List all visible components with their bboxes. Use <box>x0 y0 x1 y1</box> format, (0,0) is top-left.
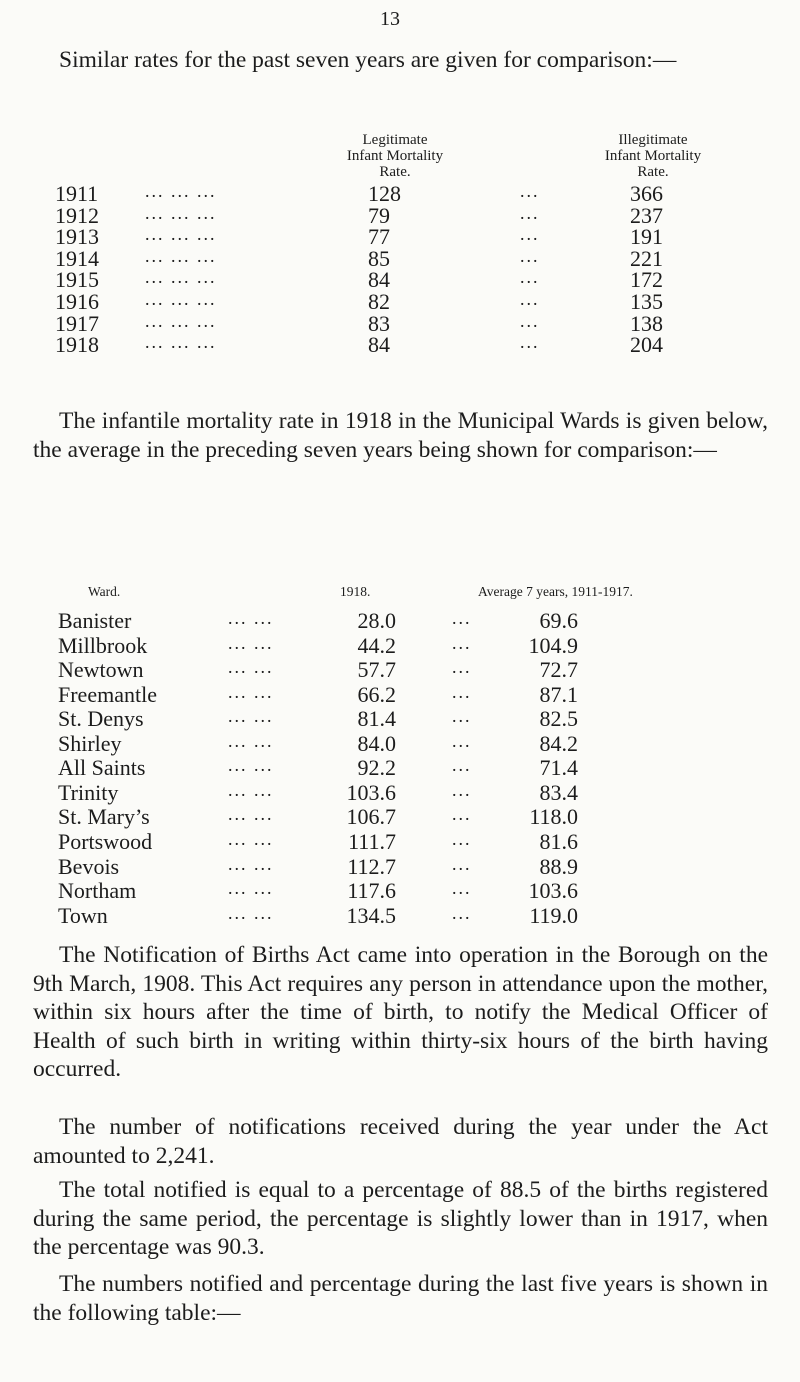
row-leader-dots: ... ... <box>228 902 274 923</box>
legitimate-rate-cell: 82 <box>368 289 390 314</box>
year-cell: 1915 <box>55 267 99 293</box>
row-leader-dots: ... <box>452 828 472 849</box>
year-header: 1918. <box>340 584 371 599</box>
row-leader-dots: ... ... ... <box>145 332 217 353</box>
average-rate-cell: 103.6 <box>528 878 578 904</box>
total-percentage-paragraph: The total notified is equal to a percentage of 88.5 of the births registered during the same period, the percentage is slightly lower than in 1917, when the percentage was 90.3. <box>33 1177 768 1260</box>
average-rate-cell: 88.9 <box>539 853 578 879</box>
ward-name-cell: Shirley <box>58 730 122 756</box>
row-leader-dots: ... ... <box>228 828 274 849</box>
notification-paragraph: The Notification of Births Act came into operation in the Borough on the 9th March, 1908. This Act requires any person in attendance upon the mother, within six hours after the time of birth, to notify the Medical Officer of Health of such birth in writing within thirty-six hours of the birth having occurred. <box>33 942 768 1082</box>
average-rate-cell: 82.5 <box>539 706 578 732</box>
rate-1918-cell: 112.7 <box>347 853 396 879</box>
illegitimate-header: Illegitimate Infant Mortality Rate. <box>604 132 702 180</box>
rate-1918-cell: 44.2 <box>357 632 396 658</box>
row-leader-dots: ... <box>520 267 540 288</box>
rate-1918-cell: 84.0 <box>357 730 396 756</box>
rate-1918-cell: 103.6 <box>346 779 396 805</box>
ward-name-cell: Banister <box>58 608 132 633</box>
notifications-number-paragraph: The number of notifications received during the year under the Act amounted to 2,241. <box>33 1114 768 1169</box>
average-rate-cell: 118.0 <box>529 804 578 830</box>
year-cell: 1914 <box>55 245 99 271</box>
table-row <box>0 332 800 356</box>
year-cell: 1917 <box>55 310 99 336</box>
illegitimate-rate-cell: 204 <box>630 332 663 358</box>
intro-paragraph: Similar rates for the past seven years are given for comparison:— <box>59 47 677 73</box>
five-years-paragraph: The numbers notified and percentage during the last five years is shown in the following table:— <box>33 1271 768 1326</box>
rate-1918-cell: 66.2 <box>357 681 396 707</box>
table-row <box>0 633 800 657</box>
ward-name-cell: Portswood <box>58 828 153 854</box>
legitimate-rate-cell: 83 <box>368 310 390 336</box>
average-rate-cell: 84.2 <box>539 730 578 756</box>
year-cell: 1918 <box>55 332 99 358</box>
row-leader-dots: ... <box>520 245 540 266</box>
table-row <box>0 706 800 730</box>
illegitimate-rate-cell: 191 <box>630 224 663 250</box>
average-rate-cell: 72.7 <box>539 657 578 683</box>
rate-1918-cell: 117.6 <box>347 878 396 904</box>
illegitimate-rate-cell: 138 <box>630 310 663 336</box>
ward-name-cell: Town <box>58 902 108 928</box>
ward-name-cell: St. Mary’s <box>58 804 150 830</box>
rate-1918-cell: 92.2 <box>357 755 396 781</box>
rate-1918-cell: 57.7 <box>357 657 396 683</box>
ward-name-cell: Newtown <box>58 657 144 683</box>
row-leader-dots: ... ... <box>228 681 274 702</box>
ward-name-cell: Millbrook <box>58 632 148 658</box>
legitimate-rate-cell: 85 <box>368 245 390 271</box>
legitimate-rate-cell: 77 <box>368 224 390 250</box>
row-leader-dots: ... ... ... <box>145 224 217 245</box>
average-rate-cell: 104.9 <box>528 632 578 658</box>
legitimate-rate-cell: 84 <box>368 332 390 358</box>
row-leader-dots: ... ... ... <box>145 310 217 331</box>
row-leader-dots: ... <box>520 202 540 223</box>
average-rate-cell: 69.6 <box>539 608 578 633</box>
row-leader-dots: ... ... <box>228 657 274 678</box>
row-leader-dots: ... <box>520 181 540 201</box>
year-cell: 1912 <box>55 202 99 228</box>
year-cell: 1911 <box>55 181 99 206</box>
row-leader-dots: ... <box>452 730 472 751</box>
table-row <box>0 608 800 632</box>
row-leader-dots: ... ... <box>228 755 274 776</box>
row-leader-dots: ... ... <box>228 730 274 751</box>
legitimate-rate-cell: 79 <box>368 202 390 228</box>
rate-1918-cell: 106.7 <box>346 804 396 830</box>
rate-1918-cell: 28.0 <box>357 608 396 633</box>
row-leader-dots: ... ... <box>228 608 274 628</box>
table-row <box>0 267 800 291</box>
illegitimate-rate-cell: 221 <box>630 245 663 271</box>
average-rate-cell: 87.1 <box>539 681 578 707</box>
illegitimate-rate-cell: 135 <box>630 289 663 314</box>
row-leader-dots: ... <box>520 289 540 309</box>
average-rate-cell: 83.4 <box>539 779 578 805</box>
legitimate-rate-cell: 128 <box>368 181 401 206</box>
row-leader-dots: ... <box>452 681 472 702</box>
table-row <box>0 780 800 804</box>
page-number: 13 <box>380 8 400 30</box>
average-rate-cell: 71.4 <box>539 755 578 781</box>
row-leader-dots: ... ... ... <box>145 181 217 201</box>
rate-1918-cell: 81.4 <box>357 706 396 732</box>
legitimate-header: Legitimate Infant Mortality Rate. <box>346 132 444 180</box>
table-row <box>0 854 800 878</box>
illegitimate-rate-cell: 237 <box>630 202 663 228</box>
wards-paragraph: The infantile mortality rate in 1918 in the Municipal Wards is given below, the average in the preceding seven years being shown for comparison:— <box>33 408 768 463</box>
table-row <box>0 203 800 227</box>
table-row <box>0 311 800 335</box>
ward-name-cell: St. Denys <box>58 706 144 732</box>
row-leader-dots: ... <box>452 657 472 678</box>
table-row <box>0 903 800 927</box>
row-leader-dots: ... <box>520 310 540 331</box>
row-leader-dots: ... ... ... <box>145 289 217 309</box>
table-row <box>0 289 800 313</box>
row-leader-dots: ... ... <box>228 779 274 800</box>
ward-name-cell: Bevois <box>58 853 120 879</box>
illegitimate-rate-cell: 172 <box>630 267 663 293</box>
table-row <box>0 682 800 706</box>
table-row <box>0 731 800 755</box>
illegitimate-rate-cell: 366 <box>630 181 663 206</box>
legitimate-rate-cell: 84 <box>368 267 390 293</box>
ward-name-cell: Northam <box>58 878 137 904</box>
row-leader-dots: ... ... <box>228 632 274 653</box>
row-leader-dots: ... ... ... <box>145 202 217 223</box>
row-leader-dots: ... <box>452 706 472 727</box>
table-row <box>0 829 800 853</box>
average-header: Average 7 years, 1911-1917. <box>478 584 633 599</box>
row-leader-dots: ... <box>452 878 472 899</box>
row-leader-dots: ... <box>520 224 540 245</box>
rate-1918-cell: 134.5 <box>346 902 396 928</box>
table-row <box>0 657 800 681</box>
ward-name-cell: Freemantle <box>58 681 157 707</box>
row-leader-dots: ... ... <box>228 878 274 899</box>
table-row <box>0 224 800 248</box>
table-row <box>0 755 800 779</box>
row-leader-dots: ... ... ... <box>145 245 217 266</box>
average-rate-cell: 81.6 <box>539 828 578 854</box>
average-rate-cell: 119.0 <box>529 902 578 928</box>
row-leader-dots: ... <box>452 902 472 923</box>
row-leader-dots: ... ... <box>228 804 274 825</box>
ward-name-cell: All Saints <box>58 755 146 781</box>
row-leader-dots: ... ... <box>228 706 274 727</box>
row-leader-dots: ... <box>452 804 472 825</box>
rate-1918-cell: 111.7 <box>348 828 396 854</box>
ward-header: Ward. <box>88 584 121 599</box>
row-leader-dots: ... <box>452 608 472 628</box>
row-leader-dots: ... <box>452 632 472 653</box>
row-leader-dots: ... ... ... <box>145 267 217 288</box>
row-leader-dots: ... <box>452 853 472 874</box>
ward-name-cell: Trinity <box>58 779 119 805</box>
table-row <box>0 246 800 270</box>
row-leader-dots: ... <box>452 755 472 776</box>
year-cell: 1916 <box>55 289 99 314</box>
row-leader-dots: ... <box>520 332 540 353</box>
row-leader-dots: ... ... <box>228 853 274 874</box>
table-row <box>0 181 800 205</box>
table-row <box>0 878 800 902</box>
row-leader-dots: ... <box>452 779 472 800</box>
table-row <box>0 804 800 828</box>
year-cell: 1913 <box>55 224 99 250</box>
